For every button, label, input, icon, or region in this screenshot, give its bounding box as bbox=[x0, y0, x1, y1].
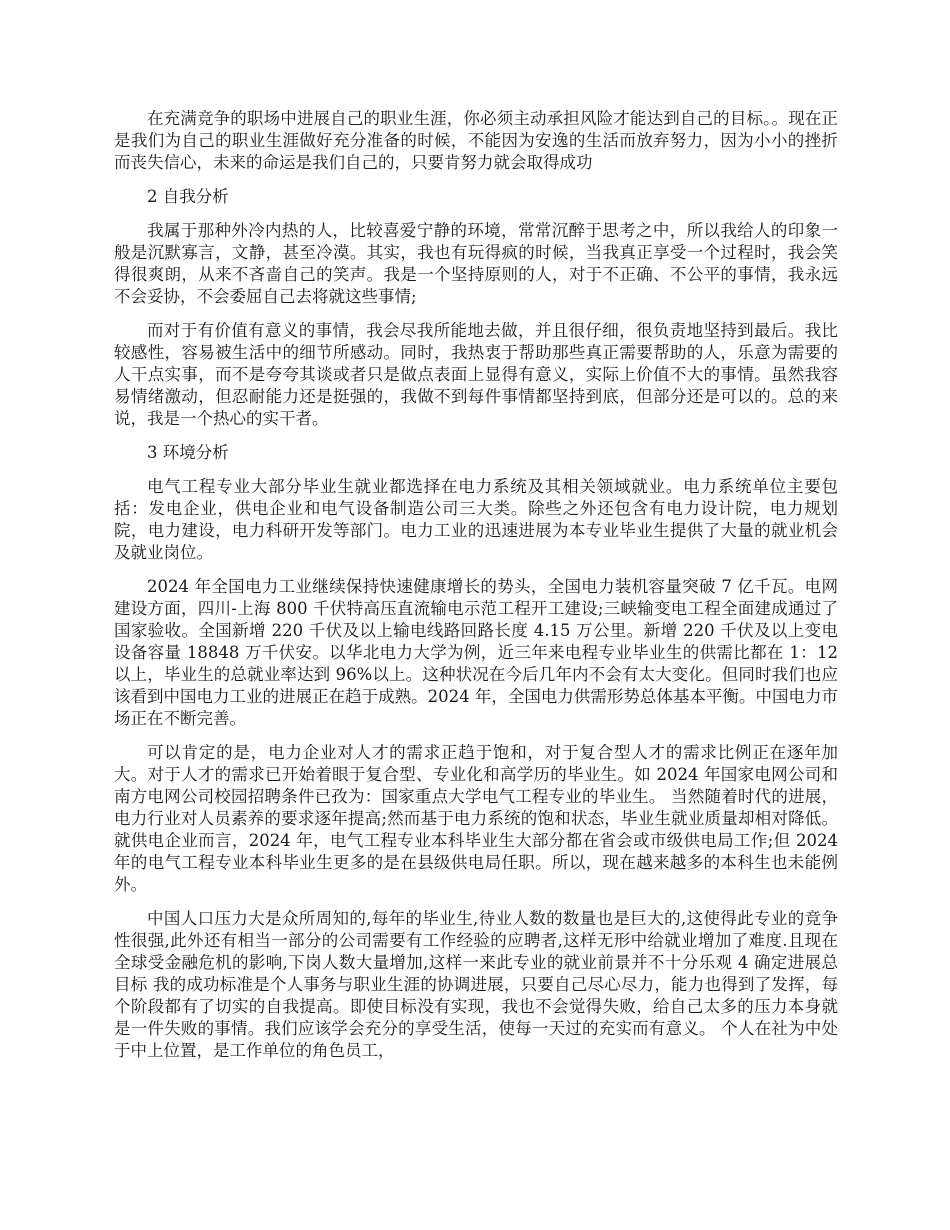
document-page bbox=[114, 108, 838, 1074]
section-heading-self-analysis: 2 自我分析 bbox=[147, 187, 229, 206]
self-analysis-paragraph-2: 而对于有价值有意义的事情，我会尽我所能地去做，并且很仔细，很负责地坚持到最后。我比较感性，容易被生活中的细节所感动。同时，我热衷于帮助那些真正需要帮助的人，乐意为需要的人干点实事，而不是夸夸其谈或者只是做点表面上显得有意义，实际上价值不大的事情。虽然我容易情绪激动，但忍耐能力还是挺强的，我做不到每件事情都坚持到底，但部分还是可以的。总的来说，我是一个热心的实干者。 bbox=[114, 321, 838, 428]
environment-paragraph-2: 2024 年全国电力工业继续保持快速健康增长的势头，全国电力装机容量突破 7 亿千瓦。电网建设方面，四川-上海 800 千伏特高压直流输电示范工程开工建设;三峡输变电工程全面建成通过了国家验收。全国新增 220 千伏及以上输电线路回路长度 4.15 万公里。新增 220 千伏及以上变电设备容量 18848 万千伏安。以华北电力大学为例，近三年来电程专业毕业生的供需比都在 1：12 以上，毕业生的总就业率达到 96%以上。这种状况在今后几年内不会有太大变化。但同时我们也应该看到中国电力工业的进展正在趋于成熟。2024 年，全国电力供需形势总体基本平衡。中国电力市场正在不断完善。 bbox=[114, 577, 838, 728]
intro-paragraph: 在充满竞争的职场中进展自己的职业生涯，你必须主动承担风险才能达到自己的目标。。现在正是我们为自己的职业生涯做好充分准备的时候，不能因为安逸的生活而放弃努力，因为小小的挫折而丧失信心，未来的命运是我们自己的，只要肯努力就会取得成功 bbox=[114, 109, 838, 172]
section-heading-environment-analysis: 3 环境分析 bbox=[147, 443, 229, 462]
self-analysis-paragraph-1: 我属于那种外冷内热的人，比较喜爱宁静的环境，常常沉醉于思考之中，所以我给人的印象一般是沉默寡言，文静，甚至冷漠。其实，我也有玩得疯的时候，当我真正享受一个过程时，我会笑得很爽朗，从来不吝啬自己的笑声。我是一个坚持原则的人，对于不正确、不公平的事情，我永远不会妥协，不会委屈自己去将就这些事情; bbox=[114, 221, 838, 306]
environment-paragraph-4: 中国人口压力大是众所周知的,每年的毕业生,待业人数的数量也是巨大的,这使得此专业的竞争性很强,此外还有相当一部分的公司需要有工作经验的应聘者,这样无形中给就业增加了难度.且现在全球受金融危机的影响,下岗人数大量增加,这样一来此专业的就业前景并不十分乐观 4 确定进展总目标 我的成功标准是个人事务与职业生涯的协调进展，只要自己尽心尽力，能力也得到了发挥，每个阶段都有了切实的自我提高。即使目标没有实现，我也不会觉得失败，给自己太多的压力本身就是一件失败的事情。我们应该学会充分的享受生活，使每一天过的充实而有意义。 个人在社为中处于中上位置，是工作单位的角色员工， bbox=[114, 909, 838, 1060]
environment-paragraph-3: 可以肯定的是，电力企业对人才的需求正趋于饱和，对于复合型人才的需求比例正在逐年加大。对于人才的需求已开始着眼于复合型、专业化和高学历的毕业生。如 2024 年国家电网公司和南方电网公司校园招聘条件已孜为：国家重点大学电气工程专业的毕业生。 当然随着时代的进展，电力行业对人员素养的要求逐年提高;然而基于电力系统的饱和状态，毕业生就业质量却相对降低。就供电企业而言，2024 年，电气工程专业本科毕业生大部分都在省会或市级供电局工作;但 2024 年的电气工程专业本科毕业生更多的是在县级供电局任职。所以，现在越来越多的本科生也未能例外。 bbox=[114, 743, 839, 894]
environment-paragraph-1: 电气工程专业大部分毕业生就业都选择在电力系统及其相关领域就业。电力系统单位主要包括：发电企业，供电企业和电气设备制造公司三大类。除些之外还包含有电力设计院，电力规划院，电力建设，电力科研开发等部门。电力工业的迅速进展为本专业毕业生提供了大量的就业机会及就业岗位。 bbox=[114, 477, 838, 562]
